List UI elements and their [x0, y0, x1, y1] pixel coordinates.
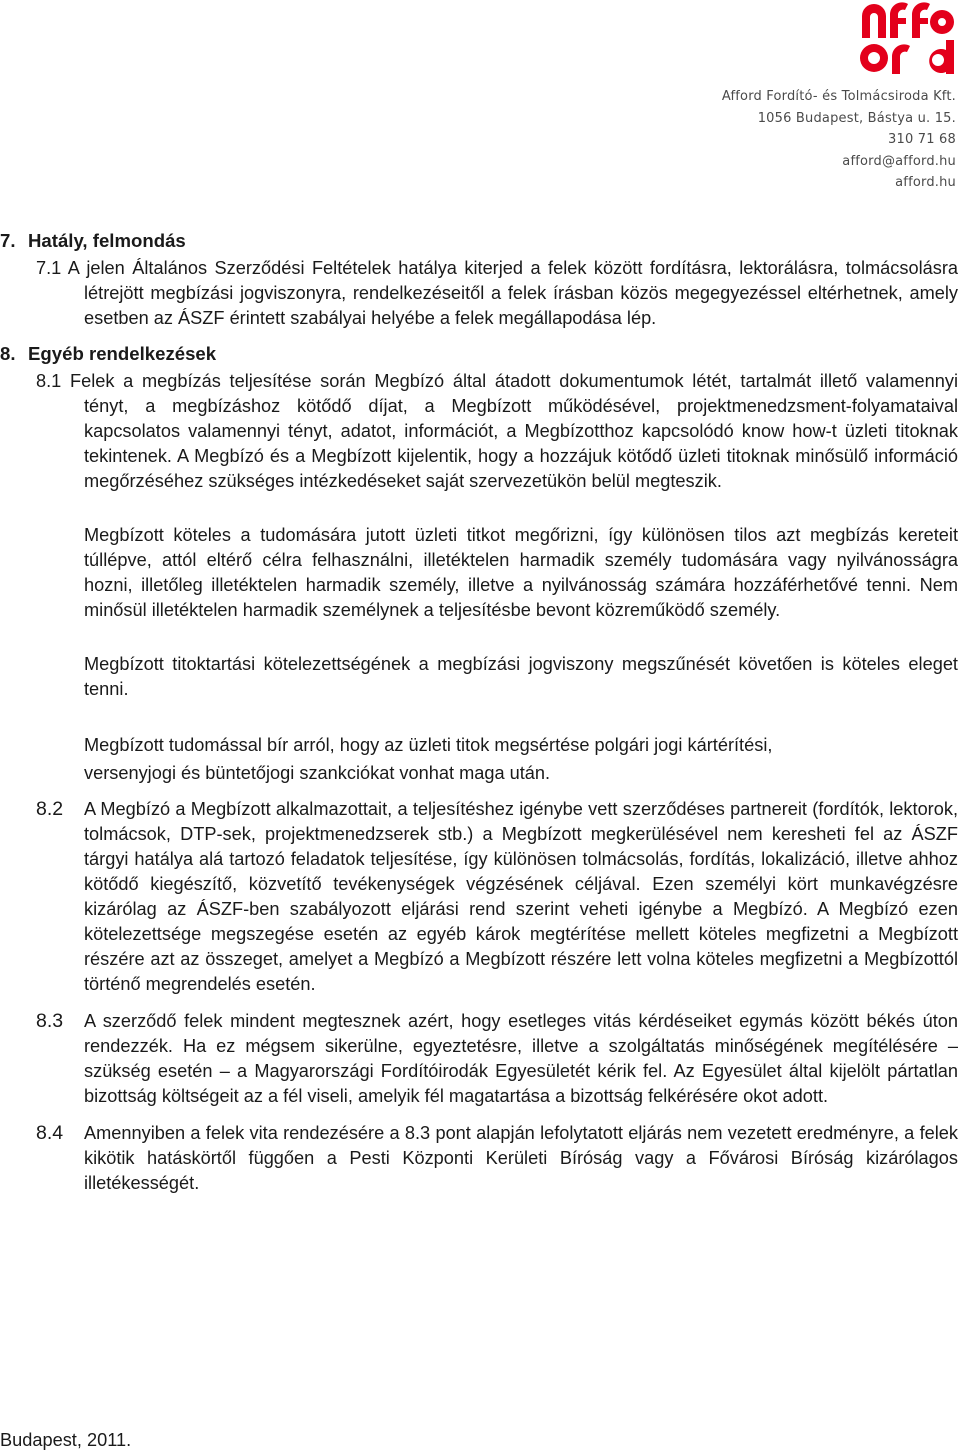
company-phone: 310 71 68 — [888, 132, 956, 147]
paragraph-8-3-text: A szerződő felek mindent megtesznek azért, hogy esetleges vitás kérdéseiket egymás között békés úton rendezzék. Ha ez mégsem sikerülne, egyeztetésre, illetve a szolgáltatás minőségének megítélésére – szükség esetén – a Magyarországi Fordítóirodák Egyesületét kérik fel. Az Egyesület által kijelölt pártatlan bizottság költségeit az a fél viseli, amelyik fél magatartása a bizottság felkérésére okot adott. — [84, 1011, 958, 1106]
section-7-heading — [0, 226, 958, 256]
afford-logo-icon — [860, 0, 956, 82]
paragraph-8-1: 8.1 Felek a megbízás teljesítése során Megbízó által átadott dokumentumok létét, tartalmát illető valamennyi tényt, a megbízáshoz kötődő díjat, a Megbízott működésével, projektmenedzsment-folyamataival kapcsolatos valamennyi tényt, adatot, információt, a Megbízotthoz kapcsolódó know how-t üzleti titoknak tekintenek. A Megbízó és a Megbízott kijelentik, hogy a hozzájuk kötődő üzleti titoknak minősülő információ megőrzéséhez szükséges intézkedéseket saját szervezetükön belül megteszik. — [36, 371, 958, 491]
paragraph-8-3-number: 8.3 — [36, 1010, 64, 1032]
paragraph-7-1: 7.1 A jelen Általános Szerződési Feltételek hatálya kiterjed a felek között fordításra, lektorálásra, tolmácsolásra létrejött megbízási jogviszonyra, rendelkezéseitől a felek írásban közös megegyezéssel eltérhetnek, amely esetben az ÁSZF érintett szabályai helyébe a felek megállapodása lép. — [36, 258, 958, 328]
sanctions-line-1: Megbízott tudomással bír arról, hogy az üzleti titok megsértése polgári jogi kártérítési, — [84, 735, 773, 755]
paragraph-8-4 — [0, 1121, 958, 1196]
paragraph-8-1-obligation: Megbízott titoktartási kötelezettségének a megbízási jogviszony megszűnését követően is köteles eleget tenni. — [84, 654, 958, 699]
paragraph-8-2 — [0, 797, 958, 997]
section-7-title: Hatály, felmondás — [28, 230, 186, 251]
sanctions-line-2: versenyjogi és büntetőjogi szankciókat vonhat maga után. — [84, 763, 551, 783]
paragraph-8-1-sanctions — [0, 731, 958, 787]
paragraph-8-2-number: 8.2 — [36, 798, 64, 820]
paragraph-8-1-confidentiality: Megbízott köteles a tudomására jutott üzleti titkot megőrizni, így különösen tilos azt megbízás kereteit túllépve, attól eltérő célra felhasználni, illetéktelen harmadik személy tudomására vagy nyilvánosságra hozni, illetőleg illetéktelen harmadik személy, illetve a nyilvánosság számára hozzáférhetővé tenni. Nem minősül illetéktelen harmadik személynek a teljesítésbe bevont közreműködő személy. — [84, 525, 958, 620]
company-address: 1056 Budapest, Bástya u. 15. — [757, 110, 956, 126]
paragraph-8-4-number: 8.4 — [36, 1122, 64, 1144]
paragraph-8-2-text: A Megbízó a Megbízott alkalmazottait, a teljesítéshez igénybe vett szerződéses partnereit (fordítók, lektorok, tolmácsok, DTP-sek, projektmenedzserek stb.) a Megbízott megkerülésével nem keresheti fel az ÁSZF tárgyi hatálya alá tartozó feladatok teljesítése, így különösen tolmácsolás, fordítás, lokalizáció, illetve ahhoz kötődő kiegészítő, közvetítő tevékenységek végzésének céljával. Ezen személyi kört munkavégzésre kizárólag az ÁSZF-ben szabályozott eljárási rend szerint veheti igénybe a Megbízó. A Megbízó ezen kötelezettsége megszegése esetén az egyéb károk megtérítése mellett köteles megfizetni a Megbízott részére azt az összeget, amelyet a Megbízó a Megbízott részére lett volna köteles megfizetni a Megbízottól történő megrendelés esetén. — [84, 799, 958, 994]
company-name: Afford Fordító- és Tolmácsiroda Kft. — [721, 89, 956, 104]
company-email: afford@afford.hu — [842, 153, 956, 169]
section-8-title: Egyéb rendelkezések — [28, 343, 217, 364]
document-body — [0, 226, 958, 1196]
paragraph-8-4-text: Amennyiben a felek vita rendezésére a 8.3 pont alapján lefolytatott eljárás nem vezetett eredményre, a felek kikötik hatáskörtől függően a Pesti Központi Kerületi Bíróság vagy a Fővárosi Bíróság kizárólagos illetékességét. — [84, 1123, 958, 1193]
place-date: Budapest, 2011. — [0, 1430, 132, 1450]
paragraph-8-3 — [0, 1009, 958, 1109]
section-8-heading — [0, 339, 958, 369]
company-contact-block — [722, 86, 956, 194]
section-8-number: 8. — [0, 343, 16, 364]
section-7-number: 7. — [0, 230, 16, 251]
company-website: afford.hu — [895, 175, 956, 190]
